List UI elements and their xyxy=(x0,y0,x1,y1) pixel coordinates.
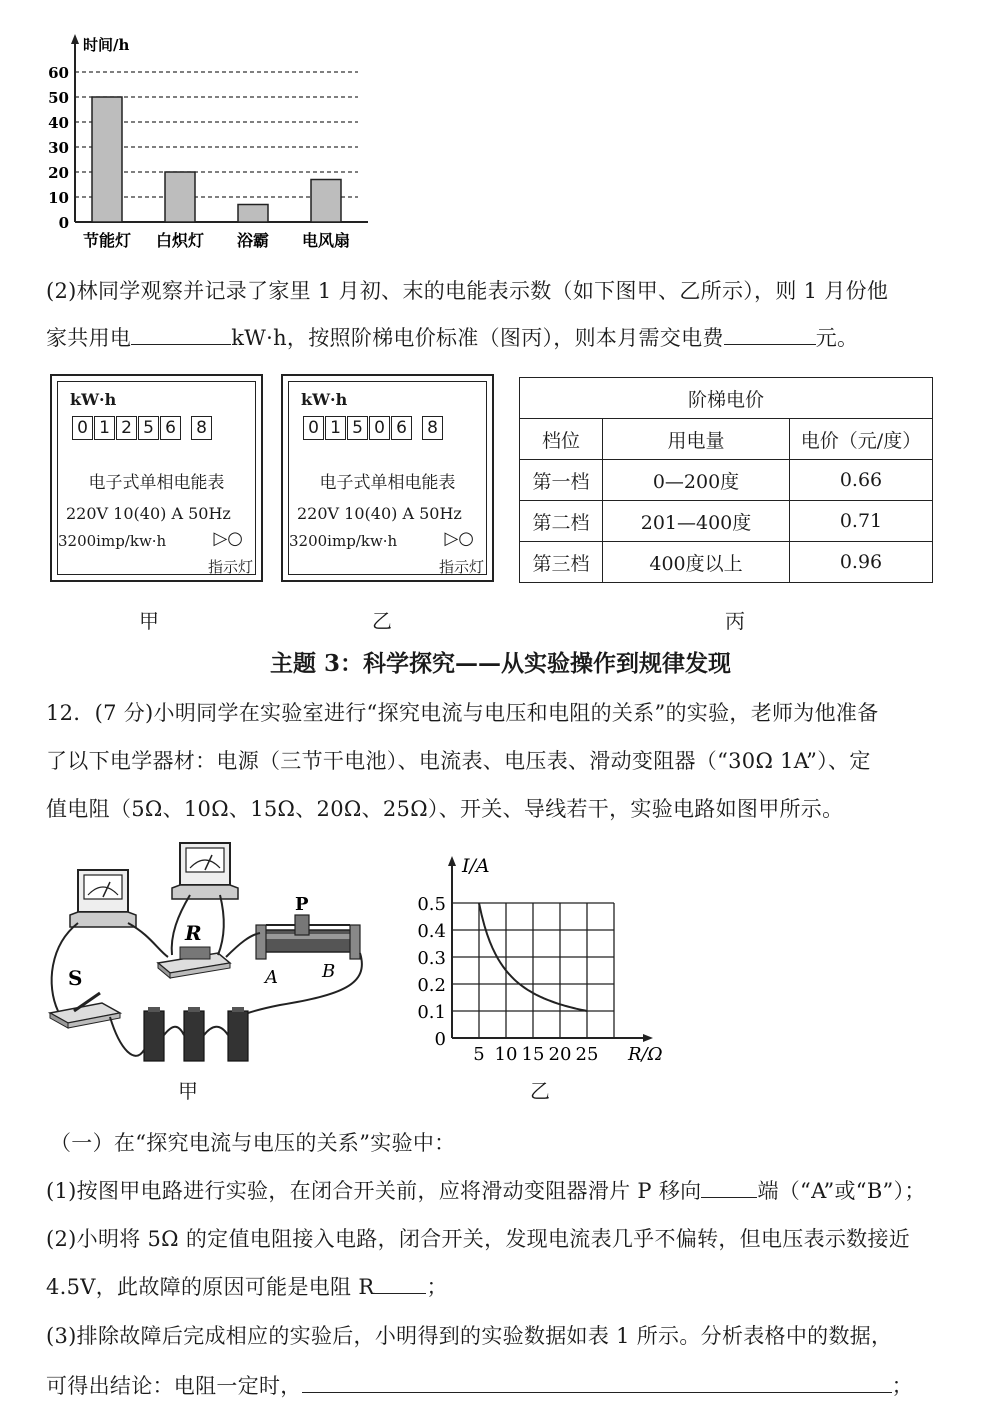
part1-s1-text-b: 端（“A”或“B”）； xyxy=(757,1179,926,1203)
q2-answer-blank-energy[interactable] xyxy=(131,326,231,345)
meter-digits xyxy=(72,416,213,440)
x-tick-label: 15 xyxy=(521,1044,545,1065)
meter-name: 电子式单相电能表 xyxy=(88,473,225,493)
y-tick-label: 0 xyxy=(58,214,69,232)
meter-digit: 5 xyxy=(138,416,159,440)
meter-jia xyxy=(50,374,263,582)
ammeter-icon xyxy=(70,870,136,927)
part1-s1-text-a: (1)按图甲电路进行实验，在闭合开关前，应将滑动变阻器滑片 P 移向 xyxy=(46,1179,702,1203)
table-cell: 0—200度 xyxy=(603,460,790,501)
circuit-diagram xyxy=(40,835,370,1075)
y-tick-label: 0.2 xyxy=(417,975,446,996)
table-cell: 0.66 xyxy=(790,460,933,501)
tier-table-header: 档位 xyxy=(520,419,603,460)
table-cell: 400度以上 xyxy=(603,542,790,583)
q2-line1: (2)林同学观察并记录了家里 1 月初、末的电能表示数（如下图甲、乙所示），则 1 月份他 xyxy=(46,279,889,303)
x-tick-label: 25 xyxy=(575,1044,599,1065)
meter-digits xyxy=(303,416,444,440)
y-axis-arrow-icon xyxy=(448,856,456,866)
label-p: P xyxy=(295,894,309,915)
caption-jia: 甲 xyxy=(139,609,159,633)
y-tick-label: 50 xyxy=(48,89,69,107)
x-category-label: 电风扇 xyxy=(301,231,351,250)
table-cell: 201—400度 xyxy=(603,501,790,542)
label-b: B xyxy=(322,961,336,982)
meter-indicator-label: 指示灯 xyxy=(438,558,484,576)
meter-digit: 2 xyxy=(116,416,137,440)
meter-digit: 0 xyxy=(369,416,390,440)
tier-table-header: 电价（元/度） xyxy=(790,419,933,460)
meter-digit: 1 xyxy=(325,416,346,440)
q2-text-a: 家共用电 xyxy=(46,326,132,350)
voltmeter-icon xyxy=(172,843,238,899)
bar xyxy=(311,180,341,223)
bar xyxy=(92,97,122,222)
y-tick-label: 20 xyxy=(48,164,69,182)
graph-grid xyxy=(448,856,653,1042)
q2-answer-blank-fee[interactable] xyxy=(724,326,816,345)
meter-imp: 3200imp/kw·h xyxy=(58,532,167,550)
answer-blank-conclusion[interactable] xyxy=(302,1374,892,1393)
meter-digit: 0 xyxy=(303,416,324,440)
graph-ylabel: I/A xyxy=(462,855,490,877)
table-row xyxy=(520,501,933,542)
y-tick-label: 0 xyxy=(434,1029,446,1050)
table-cell: 第一档 xyxy=(520,460,603,501)
y-tick-label: 0.5 xyxy=(417,894,446,915)
x-axis-arrow-icon xyxy=(643,1034,653,1042)
meter-spec: 220V 10(40) A 50Hz xyxy=(297,504,462,523)
y-tick-label: 10 xyxy=(48,189,69,207)
y-tick-label: 40 xyxy=(48,114,69,132)
table-cell: 第二档 xyxy=(520,501,603,542)
x-tick-label: 10 xyxy=(494,1044,518,1065)
indicator-light-icon: ▷○ xyxy=(213,528,243,549)
meter-decimal-digit: 8 xyxy=(191,416,212,440)
x-category-label: 节能灯 xyxy=(82,231,132,250)
x-category-label: 白炽灯 xyxy=(155,231,205,250)
meter-digit: 1 xyxy=(94,416,115,440)
meter-indicator-label: 指示灯 xyxy=(207,558,253,576)
table-row xyxy=(520,460,933,501)
rheostat-icon xyxy=(256,915,360,959)
part1-s2-line2 xyxy=(46,1271,448,1301)
meter-digit: 6 xyxy=(160,416,181,440)
part1-s3-text-a: 可得出结论：电阻一定时， xyxy=(46,1374,302,1398)
q12-line2: 了以下电学器材：电源（三节干电池）、电流表、电压表、滑动变阻器（“30Ω 1A”）、定 xyxy=(46,749,871,773)
meter-yi xyxy=(281,374,494,582)
y-tick-label: 0.3 xyxy=(417,948,446,969)
x-tick-label: 20 xyxy=(548,1044,572,1065)
meter-name: 电子式单相电能表 xyxy=(319,473,456,493)
meter-unit: kW·h xyxy=(70,390,117,409)
q12-line3: 值电阻（5Ω、10Ω、15Ω、20Ω、25Ω）、开关、导线若干，实验电路如图甲所示。 xyxy=(46,797,844,821)
answer-blank-fault[interactable] xyxy=(374,1275,426,1294)
table-row xyxy=(520,542,933,583)
indicator-light-icon: ▷○ xyxy=(444,528,474,549)
meter-digit: 5 xyxy=(347,416,368,440)
caption-circuit: 甲 xyxy=(178,1079,198,1103)
q2-line2 xyxy=(46,322,858,352)
part1-s3-line2 xyxy=(46,1370,913,1400)
tier-price-table xyxy=(519,377,933,583)
y-tick-label: 60 xyxy=(48,64,69,82)
meter-decimal-digit: 8 xyxy=(422,416,443,440)
bar xyxy=(165,172,195,222)
part1-s3-text-b: ； xyxy=(891,1374,913,1398)
bar xyxy=(238,205,268,223)
part1-s2-text-a: 4.5V，此故障的原因可能是电阻 R xyxy=(46,1275,375,1299)
y-tick-label: 30 xyxy=(48,139,69,157)
label-s: S xyxy=(68,966,83,990)
label-r: R xyxy=(185,921,202,945)
x-tick-label: 5 xyxy=(473,1044,485,1065)
meter-digit: 0 xyxy=(72,416,93,440)
answer-blank-slider-end[interactable] xyxy=(701,1179,757,1198)
graph-xlabel: R/Ω xyxy=(628,1044,663,1065)
q2-text-b: kW·h，按照阶梯电价标准（图丙），则本月需交电费 xyxy=(231,326,724,350)
part1-s2-text-b: ； xyxy=(426,1275,448,1299)
tier-table-title: 阶梯电价 xyxy=(520,378,933,419)
y-axis-label: 时间/h xyxy=(83,36,130,54)
caption-bing: 丙 xyxy=(725,609,745,633)
y-axis-arrow-icon xyxy=(71,34,79,44)
tier-table-header: 用电量 xyxy=(603,419,790,460)
current-resistance-graph xyxy=(410,848,670,1073)
table-cell: 0.71 xyxy=(790,501,933,542)
y-tick-label: 0.4 xyxy=(417,921,446,942)
bar-chart xyxy=(40,30,380,255)
part1-s2-line1: (2)小明将 5Ω 的定值电阻接入电路，闭合开关，发现电流表几乎不偏转，但电压表示数接近 xyxy=(46,1227,911,1251)
part1-s3-line1: (3)排除故障后完成相应的实验后，小明得到的实验数据如表 1 所示。分析表格中的数据， xyxy=(46,1324,893,1348)
meter-digit: 6 xyxy=(391,416,412,440)
part1-s1 xyxy=(46,1175,926,1205)
part1-heading: （一）在“探究电流与电压的关系”实验中： xyxy=(50,1131,456,1155)
q2-text-c: 元。 xyxy=(815,326,859,350)
battery-icon xyxy=(144,1007,248,1061)
meter-imp: 3200imp/kw·h xyxy=(289,532,398,550)
switch-icon xyxy=(50,993,120,1028)
meter-unit: kW·h xyxy=(301,390,348,409)
caption-yi: 乙 xyxy=(372,609,392,633)
x-category-label: 浴霸 xyxy=(236,231,270,250)
meter-spec: 220V 10(40) A 50Hz xyxy=(66,504,231,523)
caption-graph: 乙 xyxy=(530,1079,550,1103)
label-a: A xyxy=(265,967,278,988)
section-heading: 主题 3：科学探究——从实验操作到规律发现 xyxy=(269,650,731,677)
table-cell: 0.96 xyxy=(790,542,933,583)
table-cell: 第三档 xyxy=(520,542,603,583)
y-tick-label: 0.1 xyxy=(417,1002,446,1023)
q12-line1: 12．(7 分)小明同学在实验室进行“探究电流与电压和电阻的关系”的实验，老师为他准备 xyxy=(46,701,879,725)
